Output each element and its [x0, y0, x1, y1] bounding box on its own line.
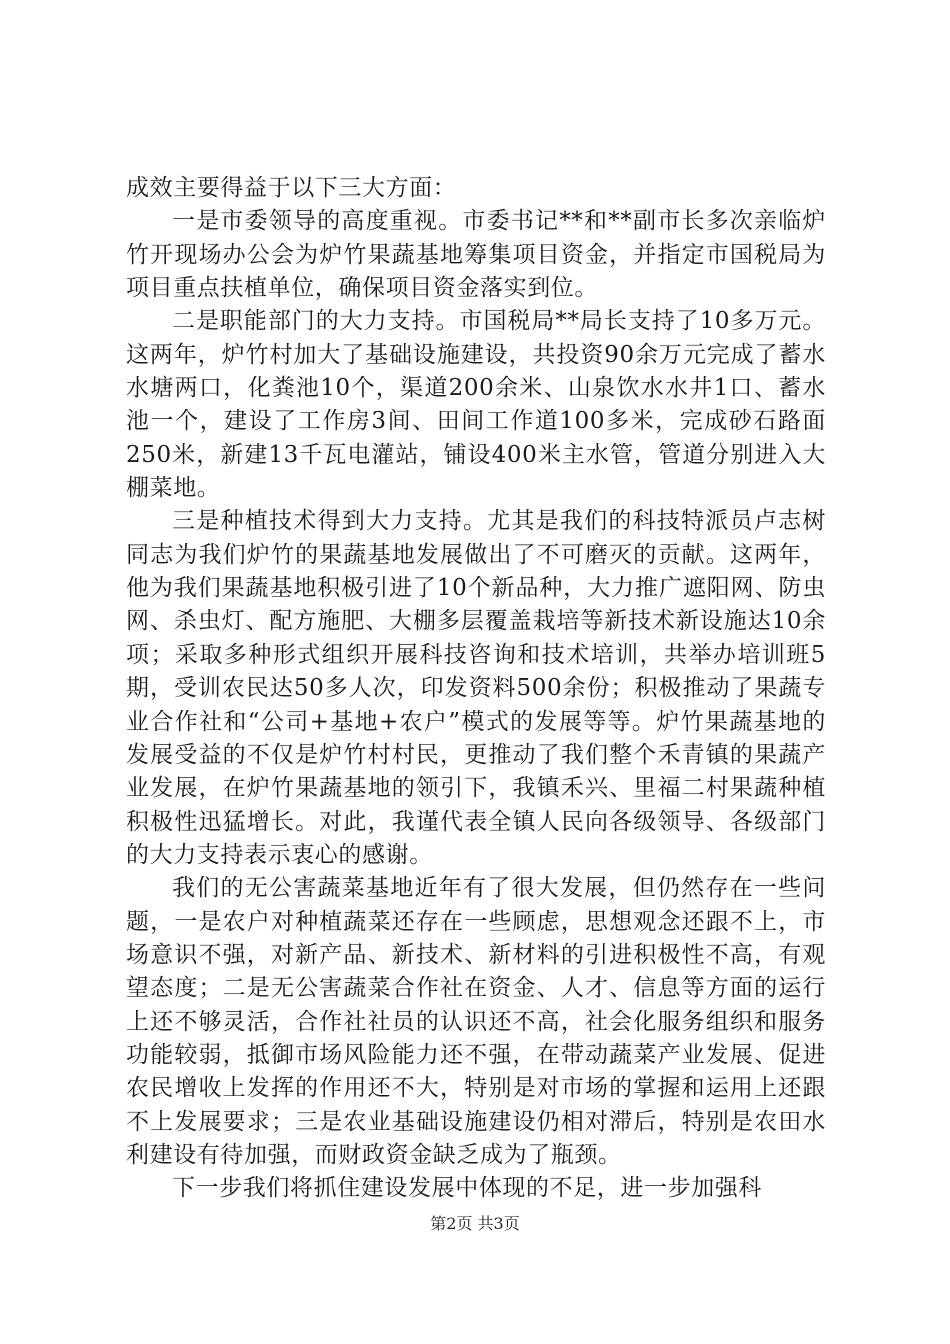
paragraph-next-steps: 下一步我们将抓住建设发展中体现的不足，进一步加强科	[172, 1175, 762, 1202]
paragraph-intro: 成效主要得益于以下三大方面：	[126, 175, 457, 201]
paragraph-departments: 二是职能部门的大力支持。市国税局**局长支持了10多万元。这两年，炉竹村加大了基础设施建设，共投资90余万元完成了蓄水水塘两口，化粪池10个，渠道200余米、山泉饮水水井1口、蓄水池一个，建设了工作房3间、田间工作道100多米，完成砂石路面250米，新建13千瓦电灌站，铺设400米主水管，管道分别进入大棚菜地。	[126, 308, 826, 502]
paragraph-leadership: 一是市委领导的高度重视。市委书记**和**副市长多次亲临炉竹开现场办公会为炉竹果蔬基地筹集项目资金，并指定市国税局为项目重点扶植单位，确保项目资金落实到位。	[126, 208, 826, 302]
paragraph-technology: 三是种植技术得到大力支持。尤其是我们的科技特派员卢志树同志为我们炉竹的果蔬基地发展做出了不可磨灭的贡献。这两年，他为我们果蔬基地积极引进了10个新品种，大力推广遮阳网、防虫网、杀虫灯、配方施肥、大棚多层覆盖栽培等新技术新设施达10余项；采取多种形式组织开展科技咨询和技术培训，共举办培训班5期，受训农民达50多人次，印发资料500余份；积极推动了果蔬专业合作社和“公司+基地+农户”模式的发展等等。炉竹果蔬基地的发展受益的不仅是炉竹村村民，更推动了我们整个禾青镇的果蔬产业发展，在炉竹果蔬基地的领引下，我镇禾兴、里福二村果蔬种植积极性迅猛增长。对此，我谨代表全镇人民向各级领导、各级部门的大力支持表示衷心的感谢。	[126, 508, 826, 868]
page-footer: 第2页 共3页	[430, 1214, 520, 1233]
paragraph-problems: 我们的无公害蔬菜基地近年有了很大发展，但仍然存在一些问题，一是农户对种植蔬菜还存在一些顾虑，思想观念还跟不上，市场意识不强，对新产品、新技术、新材料的引进积极性不高，有观望态度；二是无公害蔬菜合作社在资金、人才、信息等方面的运行上还不够灵活，合作社社员的认识还不高，社会化服务组织和服务功能较弱，抵御市场风险能力还不强，在带动蔬菜产业发展、促进农民增收上发挥的作用还不大，特别是对市场的掌握和运用上还跟不上发展要求；三是农业基础设施建设仍相对滞后，特别是农田水利建设有待加强，而财政资金缺乏成为了瓶颈。	[126, 875, 826, 1168]
document-body	[126, 172, 826, 1206]
